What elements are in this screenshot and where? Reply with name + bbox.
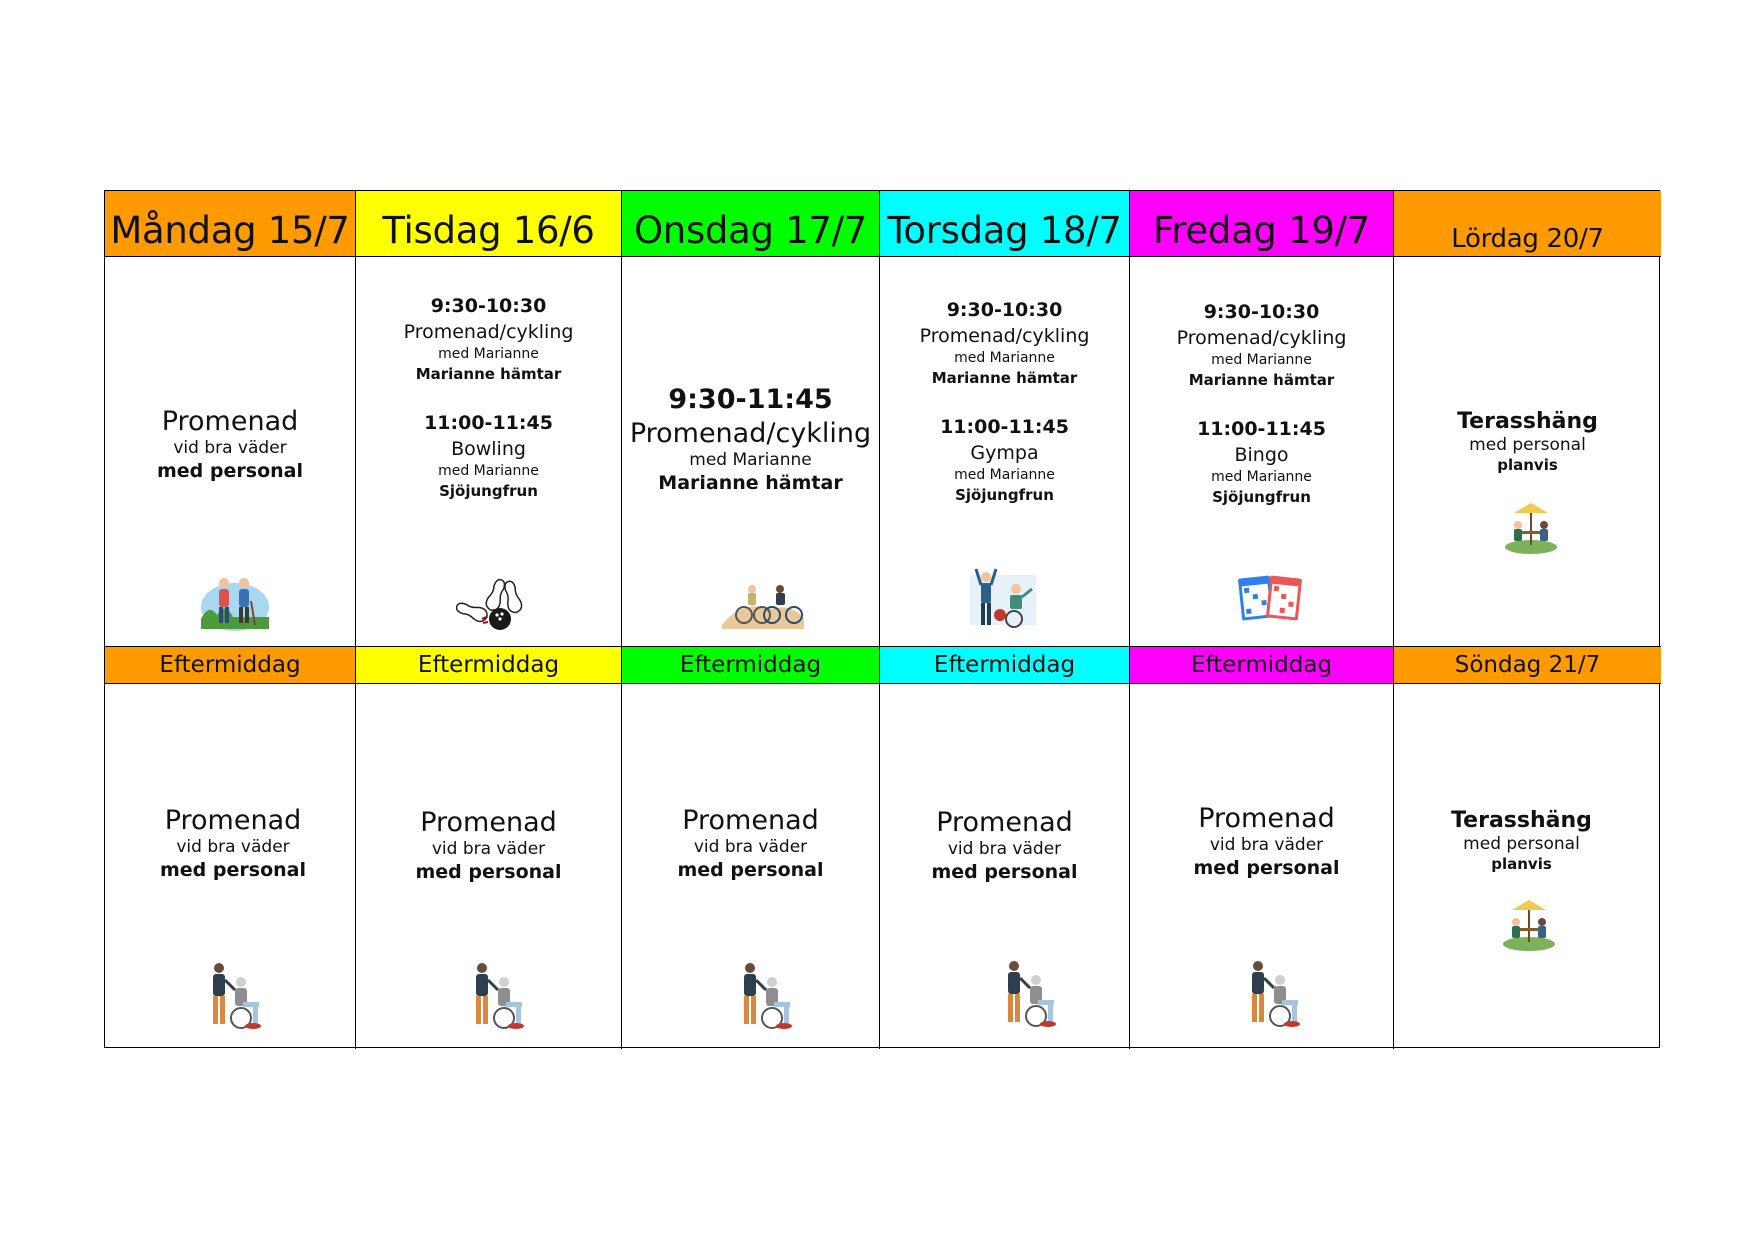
time-slot: 9:30-10:30 [1203,301,1320,323]
activity-note: Marianne hämtar [1188,371,1335,389]
afternoon-header-label: Eftermiddag [679,652,822,678]
activity-title: Promenad [936,807,1073,838]
activity-name: Promenad/cykling [403,321,574,343]
wheelchair-walk-icon [734,962,796,1030]
cycling-icon [722,579,804,629]
afternoon-header-label: Eftermiddag [417,652,560,678]
activity-title: Promenad [1198,803,1335,834]
afternoon-header-thursday [880,647,1130,684]
activity-staff: med personal [1469,435,1586,455]
header-thursday [880,191,1130,257]
activity-leader: med Marianne [438,346,539,362]
afternoon-header-monday [105,647,356,684]
activity-condition: vid bra väder [173,438,287,458]
activity-leader: med Marianne [689,450,812,470]
activity-name: Bowling [451,438,526,460]
weekly-schedule-table [104,190,1660,1048]
morning-thursday [880,257,1130,647]
activity-leader: med Marianne [1211,469,1312,485]
activity-title: Promenad [682,805,819,836]
wheelchair-walk-icon [998,960,1060,1028]
wheelchair-walk-icon [1242,960,1304,1028]
afternoon-friday [1130,684,1394,1049]
header-tuesday [356,191,622,257]
afternoon-monday [105,684,356,1049]
activity-staff: med personal [1193,857,1340,879]
activity-note: Marianne hämtar [415,365,562,383]
header-saturday-label: Lördag 20/7 [1451,224,1604,254]
afternoon-wednesday [622,684,880,1049]
activity-name: Gympa [970,442,1039,464]
time-slot: 9:30-10:30 [430,295,547,317]
activity-staff: med personal [931,861,1078,883]
activity-leader: med Marianne [954,350,1055,366]
activity-condition: vid bra väder [1209,835,1324,855]
activity-note: Sjöjungfrun [1212,488,1311,506]
afternoon-sunday [1394,684,1661,1049]
afternoon-thursday [880,684,1130,1049]
activity-note: Marianne hämtar [658,472,843,494]
activity-note: Sjöjungfrun [439,482,538,500]
afternoon-tuesday [356,684,622,1049]
activity-leader: med Marianne [954,467,1055,483]
time-slot: 11:00-11:45 [940,416,1069,438]
activity-name: Promenad/cykling [919,325,1090,347]
afternoon-header-label: Eftermiddag [159,652,301,678]
afternoon-header-tuesday [356,647,622,684]
activity-note: Sjöjungfrun [955,486,1054,504]
activity-condition: vid bra väder [176,837,290,857]
bingo-card-icon [1238,573,1302,623]
afternoon-header-friday [1130,647,1394,684]
header-wednesday [622,191,880,257]
activity-staff: med personal [415,861,562,883]
activity-condition: vid bra väder [431,839,546,859]
couple-walking-icon [199,567,271,633]
activity-title: Terasshäng [1451,808,1592,833]
terrace-umbrella-icon [1502,898,1556,952]
morning-monday [105,257,356,647]
morning-tuesday [356,257,622,647]
wheelchair-walk-icon [466,962,528,1030]
activity-note: Marianne hämtar [931,369,1078,387]
header-friday [1130,191,1394,257]
header-monday-label: Måndag 15/7 [110,209,350,252]
time-slot: 9:30-11:45 [668,384,833,415]
activity-staff: med personal [160,859,306,881]
activity-title: Terasshäng [1457,409,1598,434]
header-wednesday-label: Onsdag 17/7 [633,209,868,252]
exercise-icon [970,567,1036,633]
header-thursday-label: Torsdag 18/7 [887,209,1122,252]
activity-note: planvis [1497,456,1558,474]
wheelchair-walk-icon [203,962,265,1030]
morning-saturday [1394,257,1661,647]
morning-wednesday [622,257,880,647]
afternoon-header-label: Eftermiddag [1190,652,1333,678]
time-slot: 9:30-10:30 [946,299,1063,321]
activity-title: Promenad [420,807,557,838]
header-sunday [1394,647,1661,684]
header-friday-label: Fredag 19/7 [1153,209,1370,252]
activity-name: Promenad/cykling [629,418,872,449]
activity-leader: med Marianne [438,463,539,479]
activity-leader: med Marianne [1211,352,1312,368]
activity-name: Promenad/cykling [1176,327,1347,349]
header-sunday-label: Söndag 21/7 [1454,652,1601,678]
activity-staff: med personal [157,460,303,482]
afternoon-header-wednesday [622,647,880,684]
activity-staff: med personal [677,859,824,881]
activity-title: Promenad [161,406,299,437]
time-slot: 11:00-11:45 [1197,418,1326,440]
activity-condition: vid bra väder [693,837,808,857]
header-tuesday-label: Tisdag 16/6 [382,209,595,252]
bowling-icon [456,575,528,633]
activity-note: planvis [1491,855,1552,873]
activity-condition: vid bra väder [947,839,1062,859]
time-slot: 11:00-11:45 [424,412,553,434]
afternoon-header-label: Eftermiddag [933,652,1076,678]
header-monday [105,191,356,257]
morning-friday [1130,257,1394,647]
activity-title: Promenad [164,805,302,836]
header-saturday [1394,191,1661,257]
activity-staff: med personal [1463,834,1580,854]
terrace-umbrella-icon [1504,501,1558,555]
activity-name: Bingo [1234,444,1289,466]
